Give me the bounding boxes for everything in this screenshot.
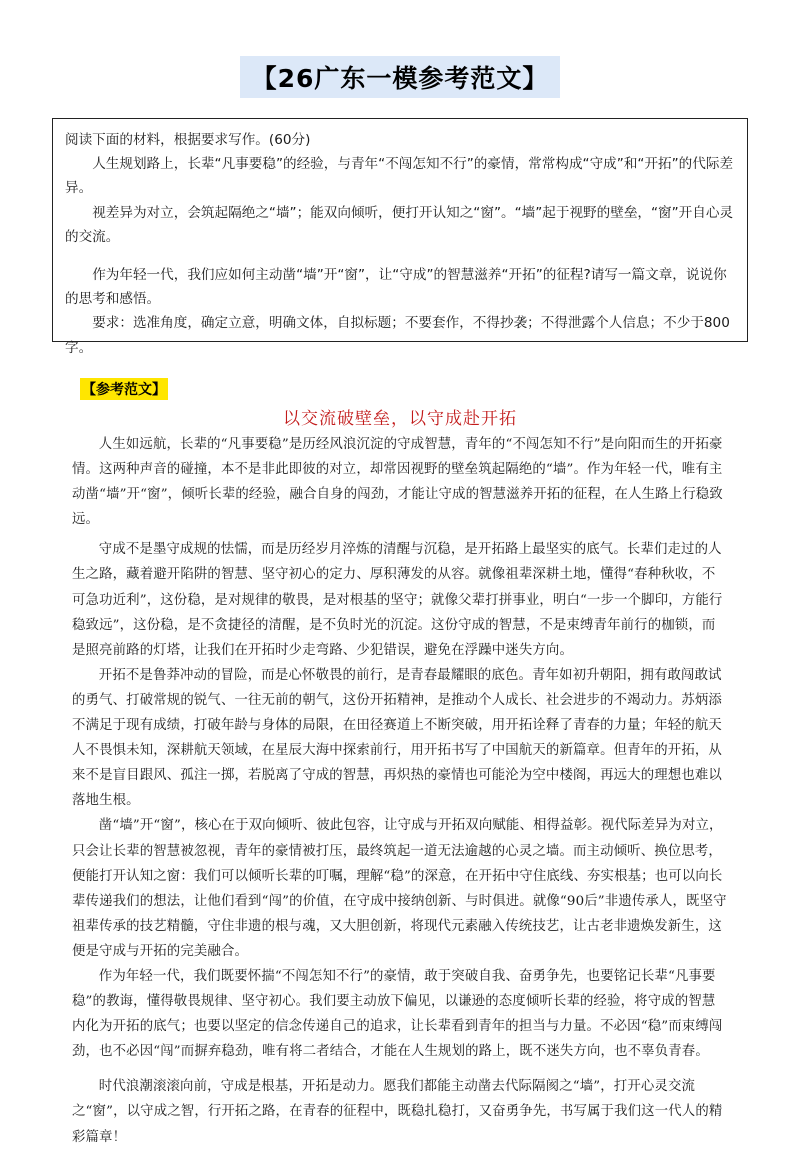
prompt-material-1: 人生规划路上，长辈“凡事要稳”的经验，与青年“不闯怎知不行”的豪情，常常构成“守成”和“开拓”的代际差异。: [65, 156, 734, 197]
prompt-intro: 阅读下面的材料，根据要求写作。(60分): [65, 132, 311, 148]
prompt-requirements: 要求：选准角度，确定立意，明确文体，自拟标题；不要套作，不得抄袭；不得泄露个人信息；不少于800字。: [65, 315, 730, 356]
writing-prompt-box: [52, 118, 748, 356]
essay-title: 以交流破壁垒，以守成赴开拓: [283, 409, 517, 429]
title-area: [0, 56, 800, 98]
essay-body: [72, 432, 728, 1150]
prompt-spacer: [65, 249, 737, 263]
essay-paragraph: 凿“墙”开“窗”，核心在于双向倾听、彼此包容，让守成与开拓双向赋能、相得益彰。视代际差异为对立，只会让长辈的智慧被忽视，青年的豪情被打压，最终筑起一道无法逾越的心灵之墙。而主动倾听、换位思考，便能打开认知之窗：我们可以倾听长辈的叮嘱，理解“稳”的深意，在开拓中守住底线、夯实根基；也可以向长辈传递我们的想法，让他们看到“闯”的价值，在守成中接纳创新、与时俱进。就像“90后”非遗传承人，既坚守祖辈传承的技艺精髓，守住非遗的根与魂，又大胆创新，将现代元素融入传统技艺，让古老非遗焕发新生，这便是守成与开拓的完美融合。: [72, 818, 727, 959]
prompt-material-2: 视差异为对立，会筑起隔绝之“墙”；能双向倾听，便打开认知之“窗”。“墙”起于视野的壁垒，“窗”开自心灵的交流。: [65, 204, 734, 245]
prompt-task: 作为年轻一代，我们应如何主动凿“墙”开“窗”，让“守成”的智慧滋养“开拓”的征程?请写一篇文章，说说你的思考和感悟。: [65, 267, 727, 308]
essay-paragraph: 时代浪潮滚滚向前，守成是根基，开拓是动力。愿我们都能主动凿去代际隔阂之“墙”，打开心灵交流之“窗”，以守成之智，行开拓之路，在青春的征程中，既稳扎稳打，又奋勇争先，书写属于我们这一代人的精彩篇章！: [72, 1079, 723, 1145]
essay-paragraph: 开拓不是鲁莽冲动的冒险，而是心怀敬畏的前行，是青春最耀眼的底色。青年如初升朝阳，拥有敢闯敢试的勇气、打破常规的锐气、一往无前的朝气，这份开拓精神，是推动个人成长、社会进步的不竭动力。苏炳添不满足于现有成绩，打破年龄与身体的局限，在田径赛道上不断突破，用开拓诠释了青春的力量；年轻的航天人不畏惧未知，深耕航天领域，在星辰大海中探索前行，用开拓书写了中国航天的新篇章。但青年的开拓，从来不是盲目跟风、孤注一掷，若脱离了守成的智慧，再炽热的豪情也可能沦为空中楼阁，再远大的理想也难以落地生根。: [72, 667, 722, 809]
essay-paragraph: 人生如远航，长辈的“凡事要稳”是历经风浪沉淀的守成智慧，青年的“不闯怎知不行”是向阳而生的开拓豪情。这两种声音的碰撞，本不是非此即彼的对立，却常因视野的壁垒筑起隔绝的“墙”。作为年轻一代，唯有主动凿“墙”开“窗”，倾听长辈的经验，融合自身的闯劲，才能让守成的智慧滋养开拓的征程，在人生路上行稳致远。: [72, 437, 723, 528]
essay-paragraph: 作为年轻一代，我们既要怀揣“不闯怎知不行”的豪情，敢于突破自我、奋勇争先，也要铭记长辈“凡事要稳”的教诲，懂得敬畏规律、坚守初心。我们要主动放下偏见，以谦逊的态度倾听长辈的经验，将守成的智慧内化为开拓的底气；也要以坚定的信念传递自己的追求，让长辈看到青年的担当与力量。不必因“稳”而束缚闯劲，也不必因“闯”而摒弃稳劲，唯有将二者结合，才能在人生规划的路上，既不迷失方向，也不辜负青春。: [72, 968, 723, 1060]
essay-paragraph: 守成不是墨守成规的怯懦，而是历经岁月淬炼的清醒与沉稳，是开拓路上最坚实的底气。长辈们走过的人生之路，藏着避开陷阱的智慧、坚守初心的定力、厚积薄发的从容。就像祖辈深耕土地，懂得“春种秋收，不可急功近利”，这份稳，是对规律的敬畏，是对根基的坚守；就像父辈打拼事业，明白“一步一个脚印，方能行稳致远”，这份稳，是不贪捷径的清醒，是不负时光的沉淀。这份守成的智慧，不是束缚青年前行的枷锁，而是照亮前路的灯塔，让我们在开拓时少走弯路、少犯错误，避免在浮躁中迷失方向。: [72, 542, 723, 658]
page-title: 【26广东一模参考范文】: [240, 56, 561, 98]
sample-essay-label: 【参考范文】: [80, 378, 168, 400]
